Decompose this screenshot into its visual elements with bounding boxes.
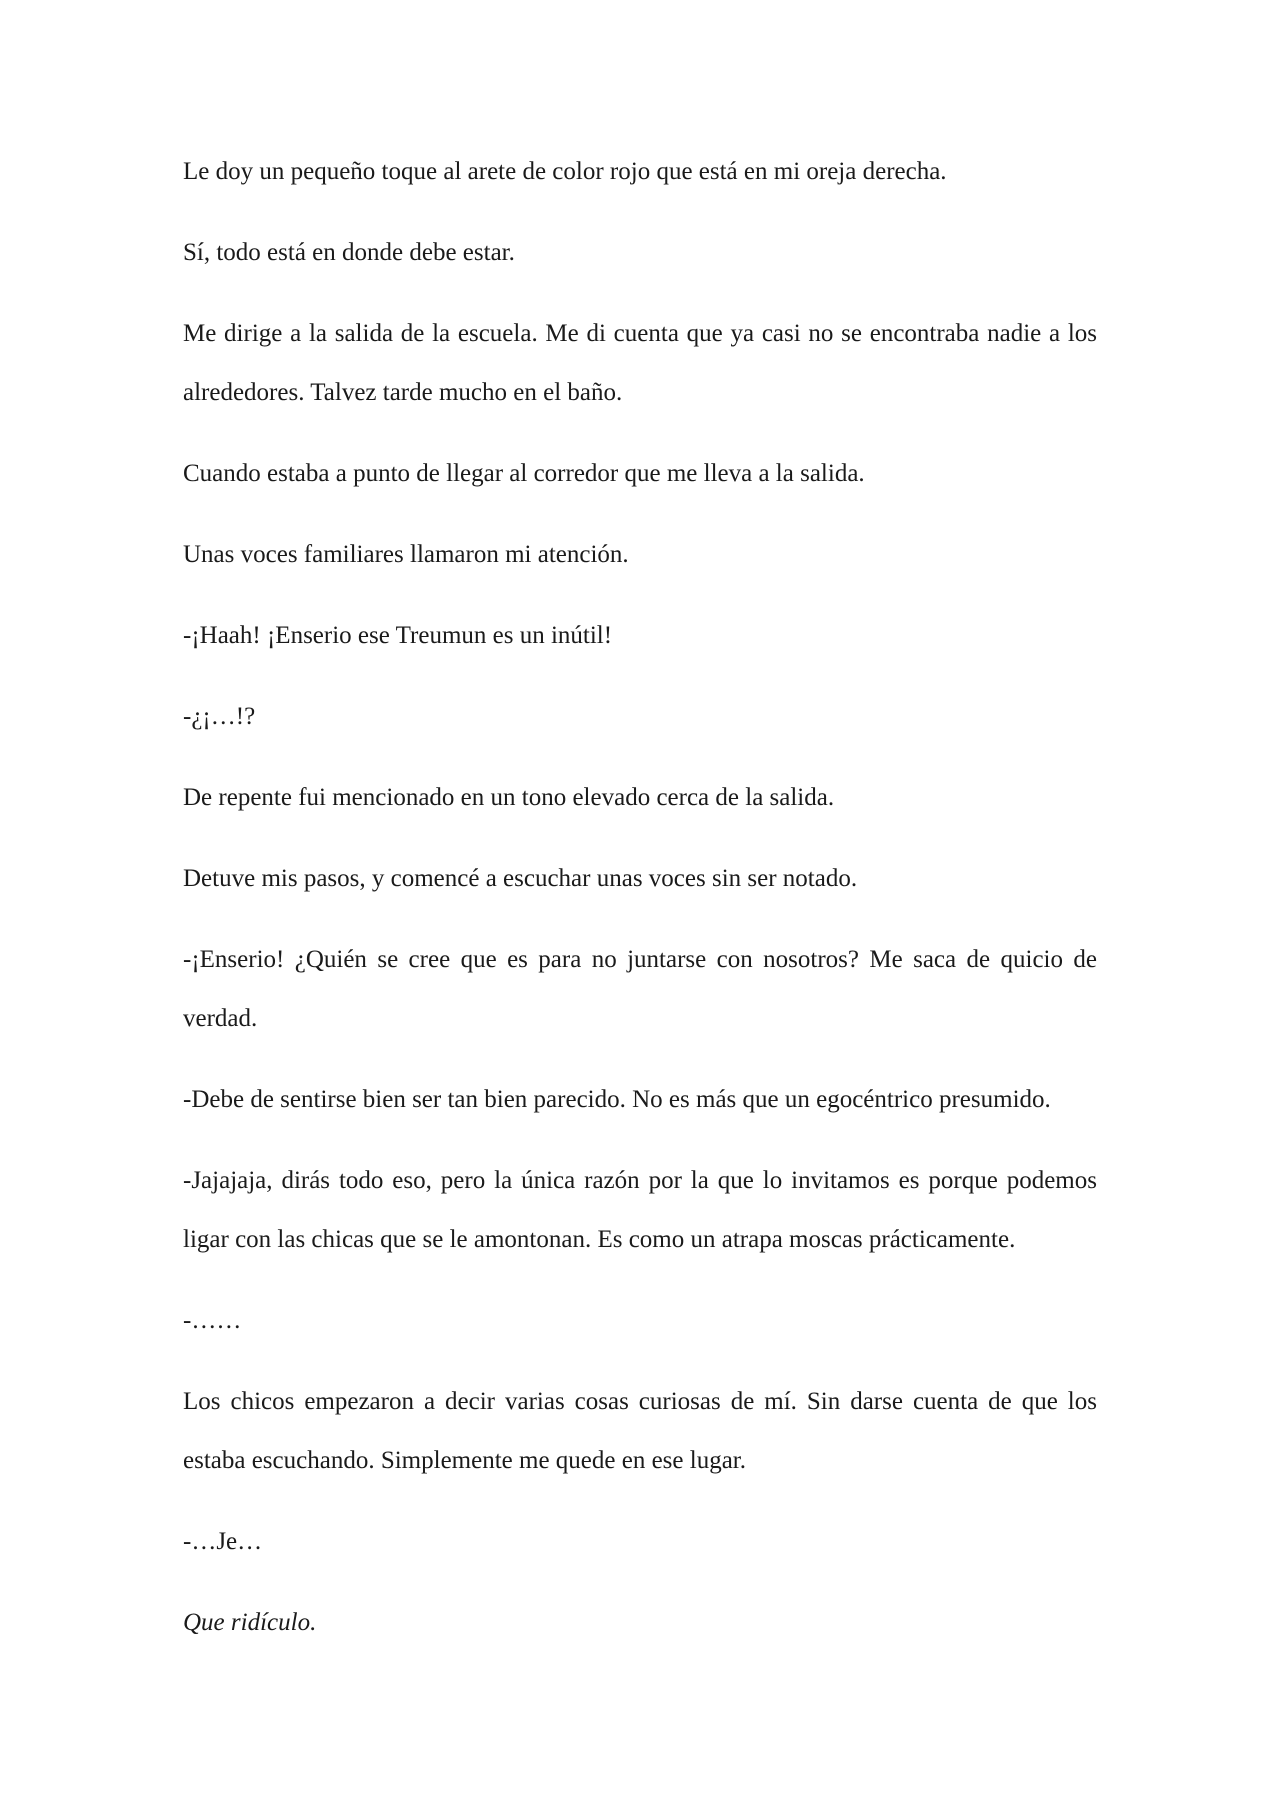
inner-thought: Que ridículo. — [183, 1609, 317, 1636]
dialogue-line: -¿¡…!? — [183, 703, 256, 730]
paragraph: Me dirige a la salida de la escuela. Me di cuenta que ya casi no se encontraba nadie a los alrededores. Talvez tarde mucho en el baño. — [183, 320, 1097, 406]
paragraph: Sí, todo está en donde debe estar. — [183, 239, 515, 266]
body-text — [183, 142, 1097, 1674]
paragraph: Unas voces familiares llamaron mi atención. — [183, 541, 629, 568]
paragraph: Detuve mis pasos, y comencé a escuchar unas voces sin ser notado. — [183, 865, 858, 892]
dialogue-line: -…… — [183, 1307, 242, 1334]
dialogue-line: -Debe de sentirse bien ser tan bien parecido. No es más que un egocéntrico presumido. — [183, 1086, 1051, 1113]
dialogue-line: -…Je… — [183, 1528, 263, 1555]
paragraph: Le doy un pequeño toque al arete de color rojo que está en mi oreja derecha. — [183, 158, 947, 185]
dialogue-line: -Jajajaja, dirás todo eso, pero la única razón por la que lo invitamos es porque podemos ligar con las chicas que se le amontonan. Es como un atrapa moscas prácticamente. — [183, 1167, 1097, 1253]
paragraph: Cuando estaba a punto de llegar al corredor que me lleva a la salida. — [183, 460, 865, 487]
paragraph: De repente fui mencionado en un tono elevado cerca de la salida. — [183, 784, 835, 811]
dialogue-line: -¡Haah! ¡Enserio ese Treumun es un inútil! — [183, 622, 613, 649]
paragraph: Los chicos empezaron a decir varias cosas curiosas de mí. Sin darse cuenta de que los estaba escuchando. Simplemente me quede en ese lugar. — [183, 1388, 1097, 1474]
dialogue-line: -¡Enserio! ¿Quién se cree que es para no juntarse con nosotros? Me saca de quicio de verdad. — [183, 946, 1097, 1032]
